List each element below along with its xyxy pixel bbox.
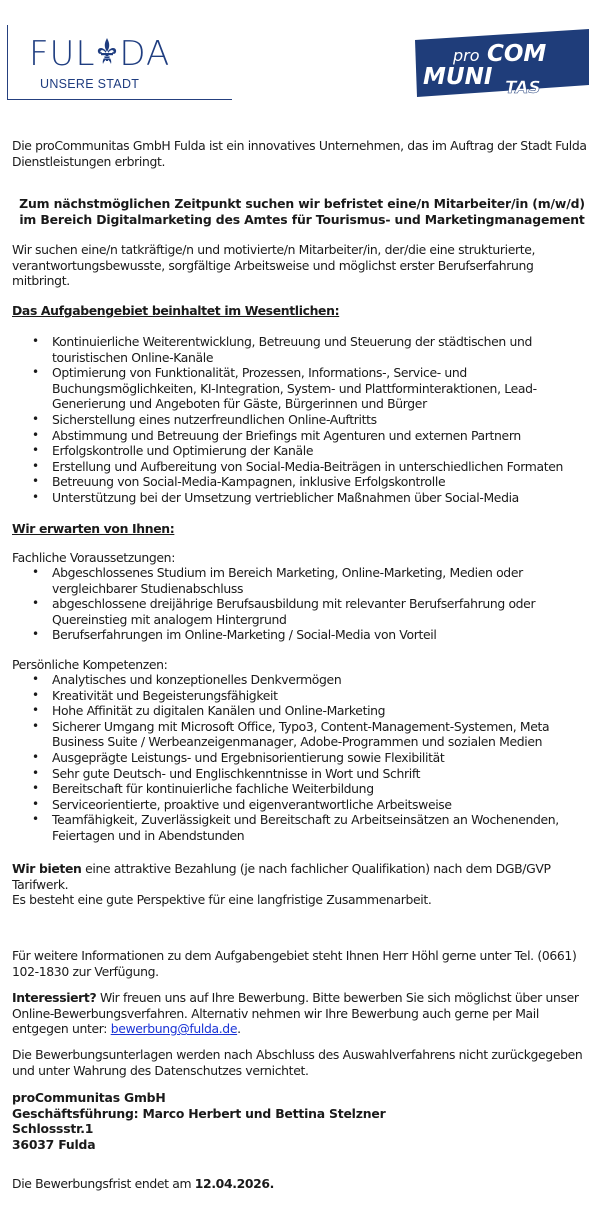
task-item: • Erstellung und Aufbereitung von Social-Media-Beiträgen in unterschiedlichen Formaten bbox=[12, 459, 592, 475]
apply-paragraph bbox=[12, 990, 592, 1037]
headline-line-1: Zum nächstmöglichen Zeitpunkt suchen wir befristet eine/n Mitarbeiter/in (m/w/d) bbox=[19, 196, 585, 211]
professional-item: • abgeschlossene dreijährige Berufsausbildung mit relevanter Berufserfahrung oder Quereinstieg mit analogem Hintergrund bbox=[12, 596, 592, 627]
professional-item: • Abgeschlossenes Studium im Bereich Marketing, Online-Marketing, Medien oder vergleichbarer Studienabschluss bbox=[12, 565, 592, 596]
intro-paragraph: Die proCommunitas GmbH Fulda ist ein innovatives Unternehmen, das im Auftrag der Stadt Fulda Dienstleistungen erbringt. bbox=[12, 138, 587, 169]
perspective-paragraph: Es besteht eine gute Perspektive für eine langfristige Zusammenarbeit. bbox=[12, 892, 432, 907]
company-name: proCommunitas GmbH bbox=[12, 1090, 166, 1105]
wordmark-right: DA bbox=[119, 34, 171, 74]
deadline-paragraph bbox=[12, 1176, 592, 1192]
fulda-logo bbox=[7, 25, 232, 100]
personal-item: • Serviceorientierte, proaktive und eigenverantwortliche Arbeitsweise bbox=[12, 797, 592, 813]
svg-text:TAS: TAS bbox=[505, 78, 541, 98]
professional-label: Fachliche Voraussetzungen: bbox=[12, 550, 176, 565]
logo-frame-horizontal bbox=[7, 99, 232, 100]
task-item: • Kontinuierliche Weiterentwicklung, Betreuung und Steuerung der städtischen und touristischen Online-Kanäle bbox=[12, 334, 592, 365]
svg-text:pro: pro bbox=[453, 46, 480, 65]
personal-label: Persönliche Kompetenzen: bbox=[12, 657, 168, 672]
tasks-heading: Das Aufgabengebiet beinhaltet im Wesentlichen: bbox=[12, 303, 340, 318]
personal-item: • Sehr gute Deutsch- und Englischkenntnisse in Wort und Schrift bbox=[12, 766, 592, 782]
fulda-wordmark bbox=[29, 34, 171, 74]
personal-item: • Kreativität und Begeisterungsfähigkeit bbox=[12, 688, 592, 704]
company-management: Geschäftsführung: Marco Herbert und Bettina Stelzner bbox=[12, 1105, 386, 1121]
professional-item: • Berufserfahrungen im Online-Marketing / Social-Media von Vorteil bbox=[12, 627, 592, 643]
svg-text:COM: COM bbox=[487, 41, 547, 67]
offer-text: eine attraktive Bezahlung (je nach fachlicher Qualifikation) nach dem DGB/GVP Tarifwerk. bbox=[12, 861, 551, 892]
personal-item: • Bereitschaft für kontinuierliche fachliche Weiterbildung bbox=[12, 781, 592, 797]
personal-list bbox=[12, 672, 592, 844]
personal-item: • Analytisches und konzeptionelles Denkvermögen bbox=[12, 672, 592, 688]
headline-line-2: im Bereich Digitalmarketing des Amtes für Tourismus- und Marketingmanagement bbox=[19, 211, 585, 227]
procommunitas-logo bbox=[413, 27, 591, 99]
task-item: • Abstimmung und Betreuung der Briefings mit Agenturen und externen Partnern bbox=[12, 428, 592, 444]
deadline-text: Die Bewerbungsfrist endet am bbox=[12, 1176, 195, 1191]
privacy-paragraph: Die Bewerbungsunterlagen werden nach Abschluss des Auswahlverfahrens nicht zurückgegeben und unter Wahrung des Datenschutzes vernichtet. bbox=[12, 1047, 583, 1078]
task-item: • Betreuung von Social-Media-Kampagnen, inklusive Erfolgskontrolle bbox=[12, 474, 592, 490]
fleur-de-lis-icon bbox=[96, 37, 118, 67]
task-item: • Unterstützung bei der Umsetzung vertrieblicher Maßnahmen über Social-Media bbox=[12, 490, 592, 506]
task-item: • Sicherstellung eines nutzerfreundlichen Online-Auftritts bbox=[12, 412, 592, 428]
svg-text:MUNI: MUNI bbox=[423, 64, 493, 90]
tasks-list bbox=[12, 334, 592, 506]
task-item: • Erfolgskontrolle und Optimierung der Kanäle bbox=[12, 443, 592, 459]
task-item: • Optimierung von Funktionalität, Prozessen, Informations-, Service- und Buchungsmöglichkeiten, KI-Integration, System- und Plattforminteraktionen, Lead-Generierung und Angeboten für Gäste, Bürgerinnen und Bürger bbox=[12, 365, 592, 412]
personal-item: • Sicherer Umgang mit Microsoft Office, Typo3, Content-Management-Systemen, Meta Business Suite / Werbeanzeigenmanager, Adobe-Programmen und sozialen Medien bbox=[12, 719, 592, 750]
personal-item: • Teamfähigkeit, Zuverlässigkeit und Bereitschaft zu Arbeitseinsätzen an Wochenenden, Feiertagen und in Abendstunden bbox=[12, 812, 592, 843]
logo-frame-vertical bbox=[7, 25, 8, 99]
email-link[interactable]: bewerbung@fulda.de bbox=[110, 1021, 238, 1037]
company-address bbox=[12, 1090, 592, 1152]
offer-lead: Wir bieten bbox=[12, 861, 82, 876]
personal-item: • Hohe Affinität zu digitalen Kanälen und Online-Marketing bbox=[12, 703, 592, 719]
company-street: Schlossstr.1 bbox=[12, 1121, 94, 1137]
expectations-heading: Wir erwarten von Ihnen: bbox=[12, 521, 175, 536]
contact-paragraph: Für weitere Informationen zu dem Aufgabengebiet steht Ihnen Herr Höhl gerne unter Tel. (0661) 102-1830 zur Verfügung. bbox=[12, 948, 577, 979]
professional-list bbox=[12, 565, 592, 643]
apply-after: . bbox=[237, 1021, 241, 1037]
personal-item: • Ausgeprägte Leistungs- und Ergebnisorientierung sowie Flexibilität bbox=[12, 750, 592, 766]
fulda-subtitle: UNSERE STADT bbox=[40, 77, 140, 91]
procommunitas-logo-graphic bbox=[413, 27, 591, 99]
apply-lead: Interessiert? bbox=[12, 990, 97, 1005]
apply-text: Wir freuen uns auf Ihre Bewerbung. Bitte bewerben Sie sich möglichst über unser Online-Bewerbungsverfahren. Alternativ nehmen wir Ihre Bewerbung auch gerne per Mail entgegen unter: bbox=[12, 990, 579, 1037]
deadline-date: 12.04.2026. bbox=[194, 1176, 275, 1191]
company-city: 36037 Fulda bbox=[12, 1136, 96, 1152]
search-paragraph: Wir suchen eine/n tatkräftige/n und motivierte/n Mitarbeiter/in, der/die eine strukturierte, verantwortungsbewusste, sorgfältige Arbeitsweise und möglichst erster Berufserfahrung mitbringt. bbox=[12, 242, 536, 289]
job-headline bbox=[12, 196, 592, 227]
offer-paragraph bbox=[12, 861, 592, 892]
wordmark-left: FUL bbox=[29, 34, 96, 74]
